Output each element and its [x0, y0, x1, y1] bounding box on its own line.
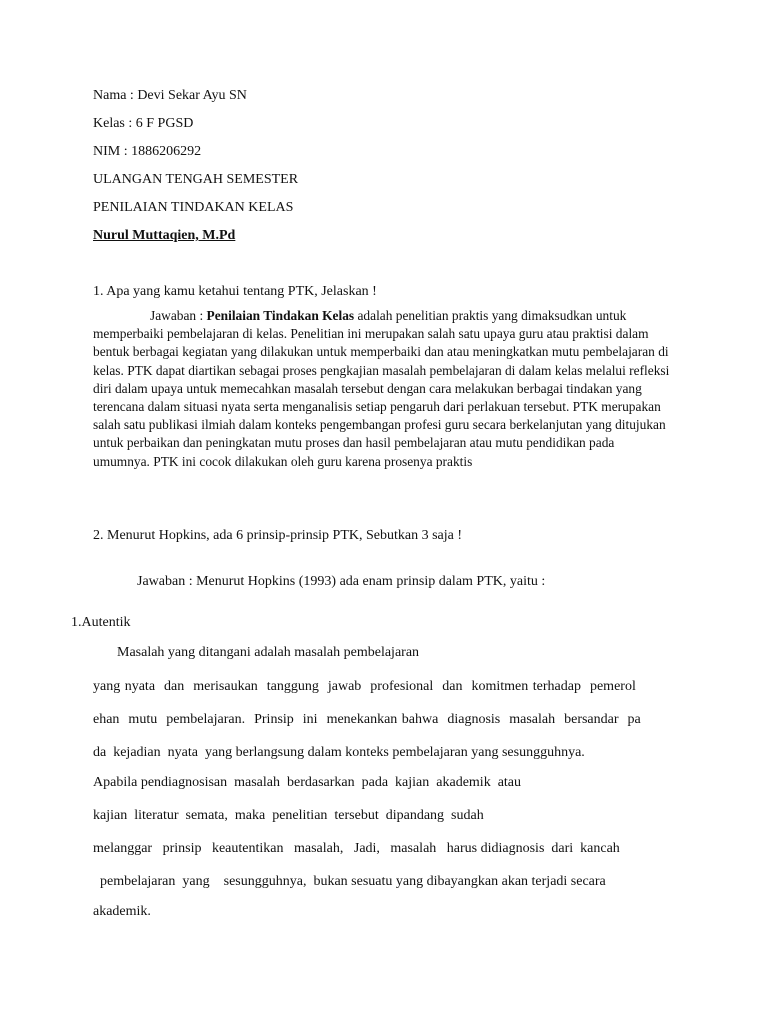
question-1: 1. Apa yang kamu ketahui tentang PTK, Jelaskan ! [93, 284, 377, 299]
principle-1-line: pembelajaran yang sesungguhnya, bukan sesuatu yang dibayangkan akan terjadi secara [93, 874, 606, 889]
answer-1-paragraph [93, 307, 673, 471]
student-class: Kelas : 6 F PGSD [93, 116, 194, 131]
answer-1-term: Penilaian Tindakan Kelas [206, 308, 355, 323]
principle-1-line: kajian literatur semata, maka penelitian tersebut dipandang sudah [93, 808, 484, 823]
principle-1-line: yang nyata dan merisaukan tanggung jawab profesional dan komitmen terhadap pemerol [93, 679, 636, 694]
principle-1-line: Apabila pendiagnosisan masalah berdasarkan pada kajian akademik atau [93, 775, 522, 790]
principle-1-line: akademik. [93, 904, 151, 919]
exam-title: ULANGAN TENGAH SEMESTER [93, 172, 299, 187]
course-title: PENILAIAN TINDAKAN KELAS [93, 200, 294, 215]
principle-1-line: melanggar prinsip keautentikan masalah, Jadi, masalah harus didiagnosis dari kancah [93, 841, 620, 856]
student-name: Nama : Devi Sekar Ayu SN [93, 88, 247, 103]
principle-1-title: 1.Autentik [71, 615, 131, 630]
question-2: 2. Menurut Hopkins, ada 6 prinsip-prinsip PTK, Sebutkan 3 saja ! [93, 528, 463, 543]
principle-1-line: ehan mutu pembelajaran. Prinsip ini menekankan bahwa diagnosis masalah bersandar pa [93, 712, 641, 727]
principle-1-line: Masalah yang ditangani adalah masalah pembelajaran [117, 645, 420, 660]
student-nim: NIM : 1886206292 [93, 144, 202, 159]
answer-2-intro: Jawaban : Menurut Hopkins (1993) ada enam prinsip dalam PTK, yaitu : [137, 574, 546, 589]
answer-1-prefix: Jawaban : [150, 308, 207, 323]
answer-1-body: adalah penelitian praktis yang dimaksudkan untuk memperbaiki pembelajaran di kelas. Penelitian ini merupakan salah satu upaya guru atau praktisi dalam bentuk berbagai kegiatan yang dilakukan untuk memperbaiki dan atau meningkatkan mutu pembelajaran di kelas. PTK dapat diartikan sebagai proses pengkajian masalah pembelajaran di dalam kelas melalui refleksi diri dalam upaya untuk memecahkan masalah tersebut dengan cara melakukan berbagai tindakan yang terencana dalam situasi nyata serta menganalisis setiap pengaruh dari perlakuan tersebut. PTK merupakan salah satu publikasi ilmiah dalam konteks pengembangan profesi guru secara berkelanjutan yang ditujukan untuk perbaikan dan peningkatan mutu proses dan hasil pembelajaran atau mutu pendidikan pada umumnya. PTK ini cocok dilakukan oleh guru karena prosenya praktis [93, 308, 670, 469]
principle-1-line: da kejadian nyata yang berlangsung dalam konteks pembelajaran yang sesungguhnya. [93, 745, 585, 760]
lecturer-name: Nurul Muttaqien, M.Pd [93, 228, 236, 243]
